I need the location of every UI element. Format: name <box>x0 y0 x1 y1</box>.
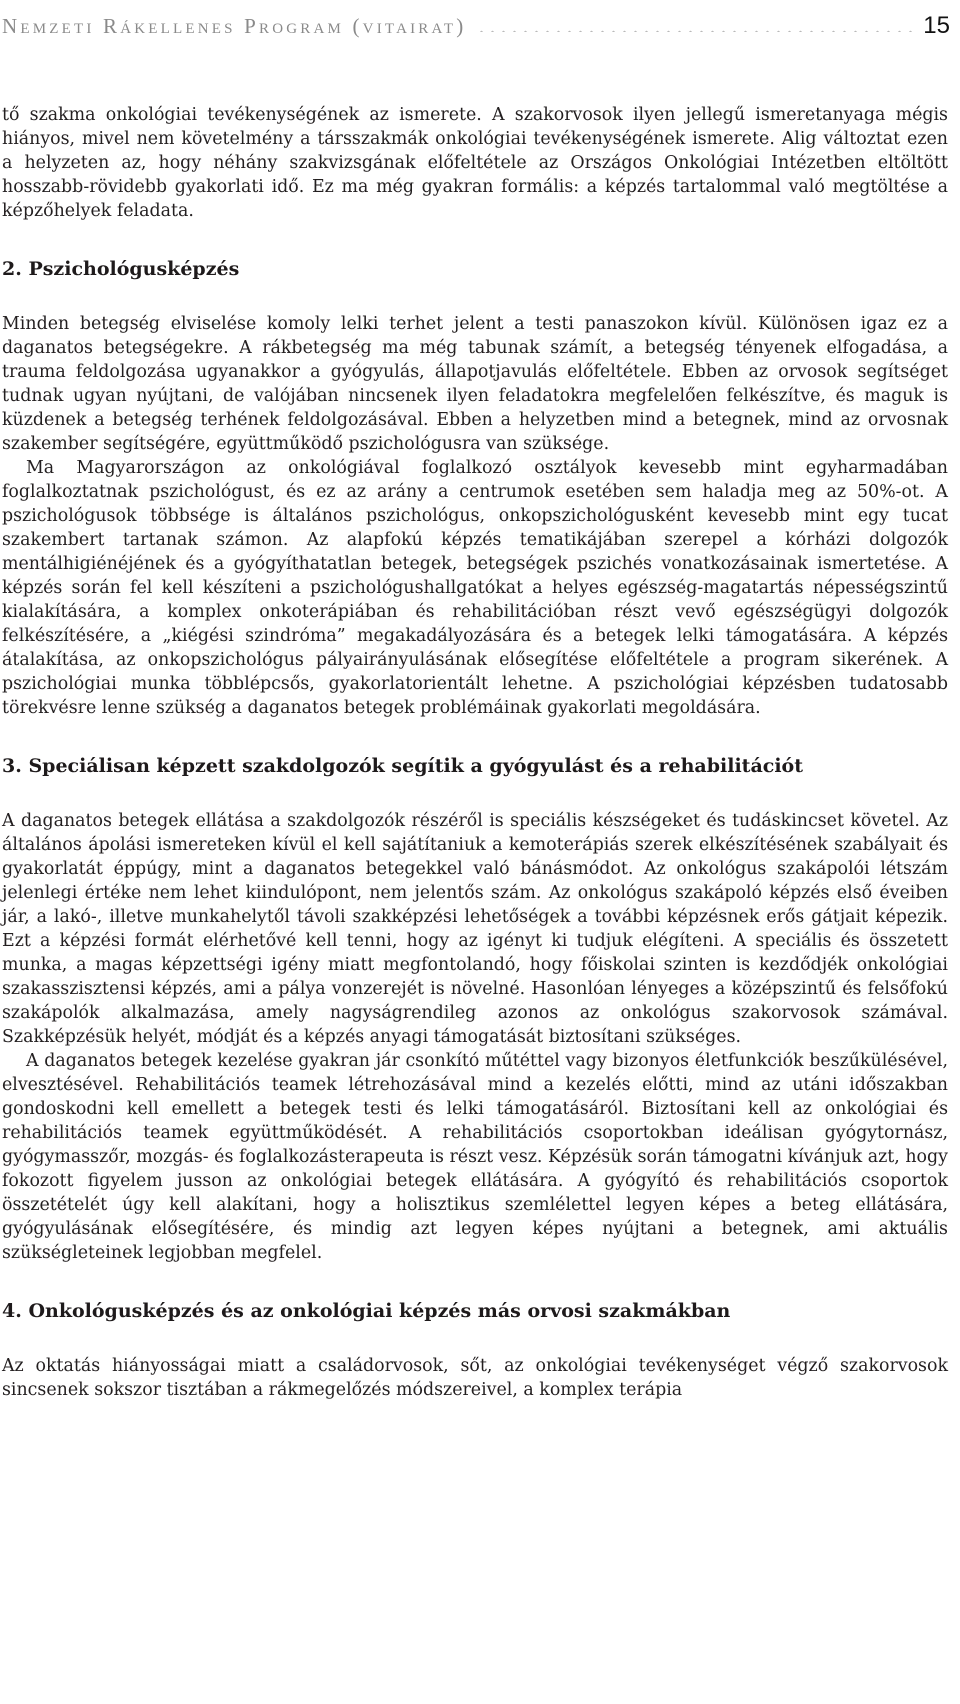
paragraph: tő szakma onkológiai tevékenységének az ismerete. A szakorvosok ilyen jellegű ismeretanyaga mégis hiányos, mivel nem követelmény a társszakmák onkológiai tevékenységének ismerete. Alig változtat ezen a helyzeten az, hogy néhány szakvizsgának előfeltétele az Országos Onkológiai Intézetben eltöltött hosszabb-rövidebb gyakorlati idő. Ez ma még gyakran formális: a képzés tartalommal való megtöltése a képzőhelyek feladata. <box>2 105 948 221</box>
document-body <box>2 103 948 1402</box>
paragraph: Ma Magyarországon az onkológiával foglalkozó osztályok kevesebb mint egyharmadában foglalkoztatnak pszichológust, és ez az arány a centrumok esetében sem haladja meg az 50%-ot. A pszichológusok többsége is általános pszichológus, onkopszichológusként kevesebb mint egy tucat szakembert tartanak számon. Az alapfokú képzés tematikájában szerepel a kórházi dolgozók mentálhigiénéjének és a gyógyíthatatlan betegek, betegségek pszichés vonatkozásainak ismertetése. A képzés során fel kell készíteni a pszichológushallgatókat a helyes egészség-magatartás népességszintű kialakítására, a komplex onkoterápiában és rehabilitációban részt vevő egészségügyi dolgozók felkészítésére, a „kiégési szindróma” megakadályozására és a betegek lelki támogatására. A képzés átalakítása, az onkopszichológus pályairányulásának elősegítése előfeltétele a program sikerének. A pszichológiai munka többlépcsős, gyakorlatorientált lehetne. A pszichológiai képzésben tudatosabb törekvésre lenne szükség a daganatos betegek problémáinak gyakorlati megoldására. <box>2 458 948 718</box>
section-heading-3: 3. Speciálisan képzett szakdolgozók segítik a gyógyulást és a rehabilitációt <box>2 755 803 777</box>
paragraph: Az oktatás hiányosságai miatt a családorvosok, sőt, az onkológiai tevékenységet végző szakorvosok sincsenek sokszor tisztában a rákmegelőzés módszereivel, a komplex terápia <box>2 1356 948 1400</box>
section-heading-4: 4. Onkológusképzés és az onkológiai képzés más orvosi szakmákban <box>2 1300 731 1322</box>
section-heading-2: 2. Pszichológusképzés <box>2 258 240 280</box>
page-number: 15 <box>923 12 950 39</box>
running-header <box>2 8 950 44</box>
paragraph: Minden betegség elviselése komoly lelki terhet jelent a testi panaszokon kívül. Különösen igaz ez a daganatos betegségekre. A rákbetegség ma még tabunak számít, a betegség tényenek elfogadása, a trauma feldolgozása ugyanakkor a gyógyulás, állapotjavulás előfeltétele. Ebben az orvosok segítséget tudnak ugyan nyújtani, de valójában nincsenek ilyen feladatokra megfelelően felkészítve, és maguk is küzdenek a betegség terhének feldolgozásával. Ebben a helyzetben mind a betegnek, mind az orvosnak szakember segítségére, együttműködő pszichológusra van szüksége. <box>2 314 948 454</box>
running-title: Nemzeti Rákellenes Program (vitairat) <box>2 13 467 38</box>
paragraph: A daganatos betegek ellátása a szakdolgozók részéről is speciális készségeket és tudáskincset követel. Az általános ápolási ismereteken kívül el kell sajátítaniuk a kemoterápiás szerek elkészítésének szabályait és gyakorlatát éppúgy, mint a daganatos betegekkel való bánásmódot. Az onkológus szakápolói létszám jelenlegi értéke nem lehet kiindulópont, nem jelentős szám. Az onkológus szakápoló képzés első éveiben jár, a lakó-, illetve munkahelytől távoli szakképzési lehetőségek a további képzésnek erős gátjait képezik. Ezt a képzési formát elérhetővé kell tenni, hogy az igényt ki tudjuk elégíteni. A speciális és összetett munka, a magas képzettségi igény miatt megfontolandó, hogy főiskolai szinten is kezdődjék onkológiai szakasszisztensi képzés, ami a pálya vonzerejét is növelné. Hasonlóan lényeges a középszintű és felsőfokú szakápolók alkalmazása, amely nagyságrendileg azonos az onkológus szakorvosok számával. Szakképzésük helyét, módját és a képzés anyagi támogatását biztosítani szükséges. <box>2 811 948 1047</box>
paragraph: A daganatos betegek kezelése gyakran jár csonkító műtéttel vagy bizonyos életfunkciók beszűkülésével, elvesztésével. Rehabilitációs teamek létrehozásával mind a kezelés előtti, mind az utáni időszakban gondoskodni kell emellett a betegek testi és lelki támogatásáról. Biztosítani kell az onkológiai és rehabilitációs teamek együttműködését. A rehabilitációs csoportokban ideálisan gyógytornász, gyógymasszőr, mozgás- és foglalkozásterapeuta is részt vesz. Képzésük során támogatni kívánjuk azt, hogy fokozott figyelem jusson az onkológiai betegek ellátására. A gyógyító és rehabilitációs csoportok összetételét úgy kell alakítani, hogy a holisztikus szemlélettel legyen képes a beteg ellátására, gyógyulásának elősegítésére, és mindig azt legyen képes nyújtani a betegnek, ami aktuális szükségleteinek legjobban megfelel. <box>2 1051 948 1263</box>
dot-leader <box>476 30 915 32</box>
